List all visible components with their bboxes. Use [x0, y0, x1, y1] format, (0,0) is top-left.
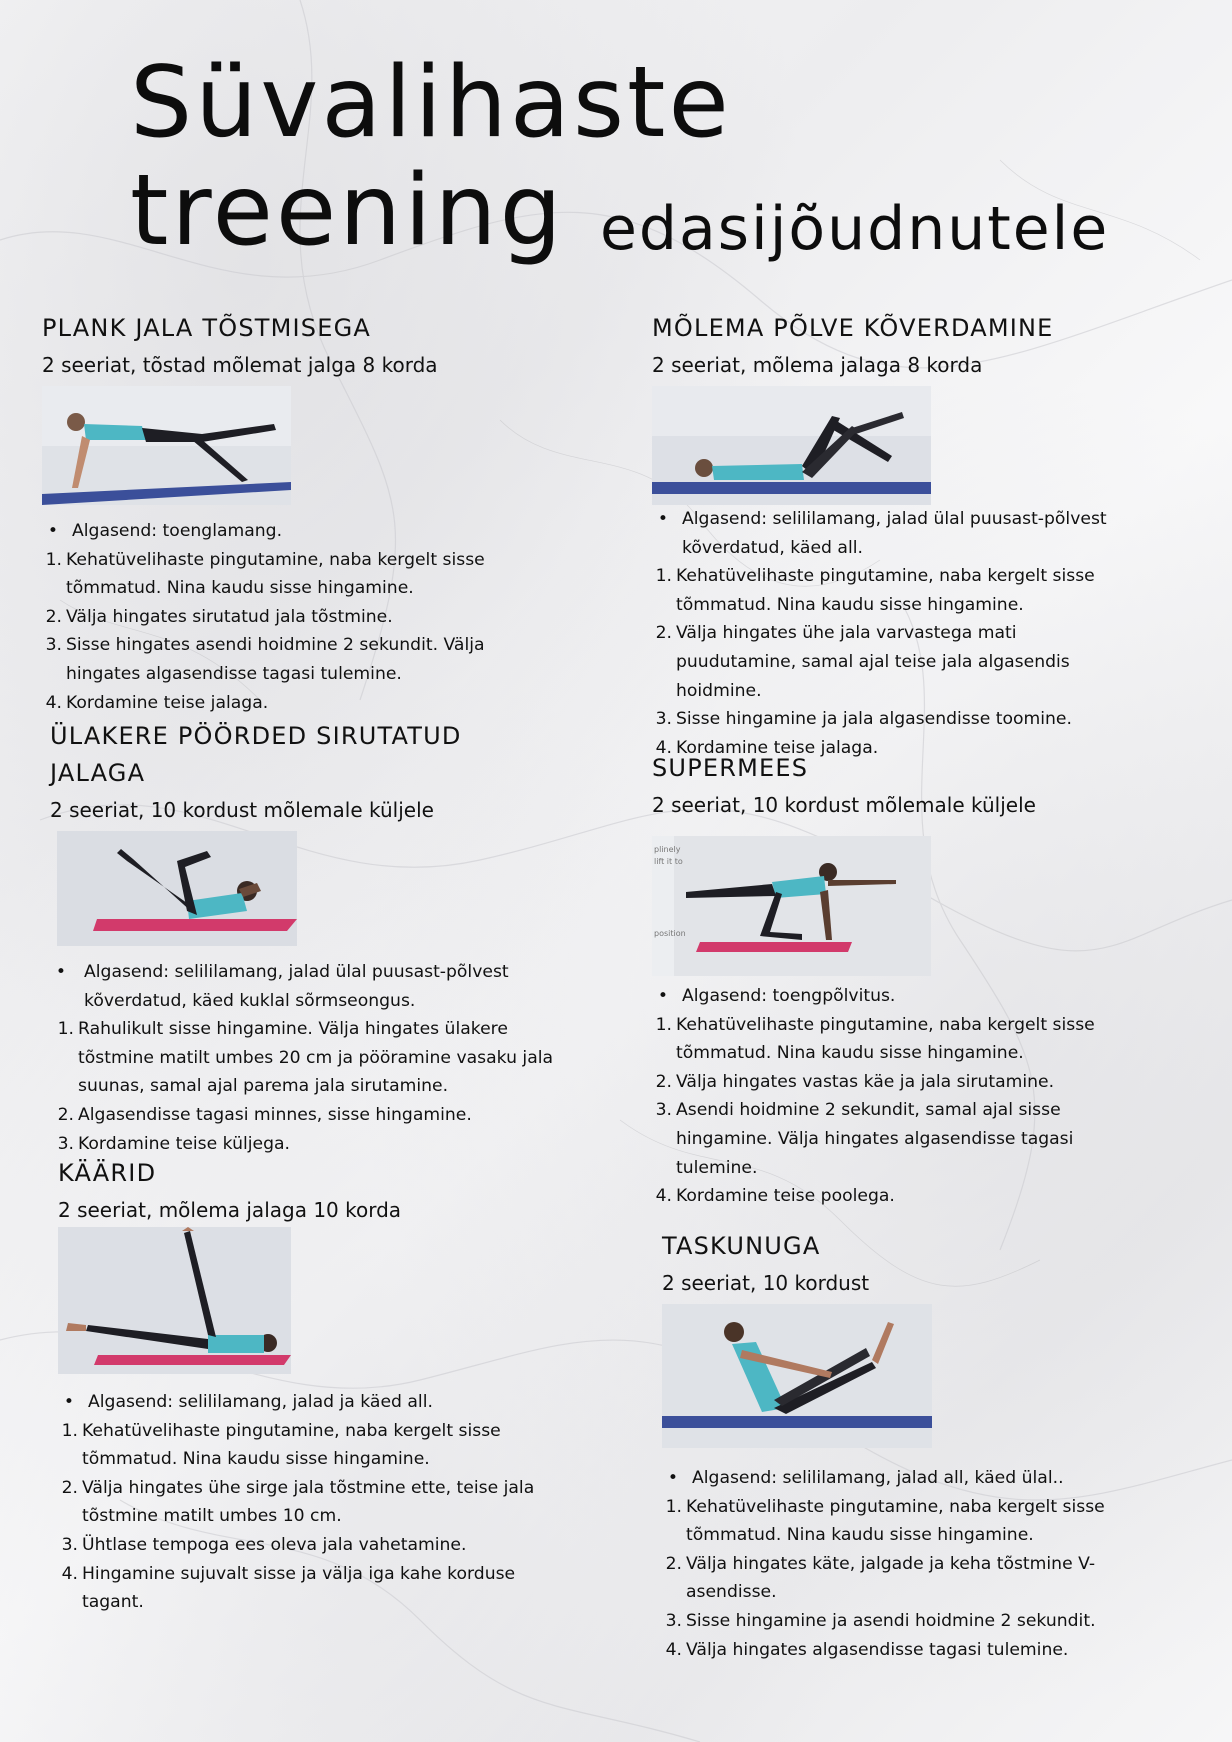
step-text: Kordamine teise jalaga. [66, 692, 269, 713]
person-jackknife-image [662, 1304, 932, 1448]
bullet-marker: • [47, 521, 59, 541]
exercise-instructions [662, 1464, 1142, 1664]
step-number: 1. [61, 1420, 78, 1441]
step-text: Välja hingates sirutatud jala tõstmine. [66, 606, 393, 627]
step-number: 2. [655, 1071, 672, 1092]
step-number: 4. [655, 737, 672, 758]
step-text: Sisse hingamine ja asendi hoidmine 2 sekundit. [686, 1610, 1096, 1631]
bullet-marker: • [667, 1468, 679, 1488]
step-number: 2. [61, 1477, 78, 1498]
step-text: Sisse hingates asendi hoidmine 2 sekundit. Välja hingates algasendisse tagasi tulemine. [66, 635, 485, 684]
exercise-photo [57, 831, 297, 946]
step-number: 3. [665, 1610, 682, 1631]
page-subtitle: edasijõudnutele [600, 194, 1110, 264]
step-text: Välja hingates ühe jala varvastega mati puudutamine, samal ajal teise jala algasendis hoidmine. [676, 623, 1070, 701]
step-text: Kehatüvelihaste pingutamine, naba kergelt sisse tõmmatud. Nina kaudu sisse hingamine. [686, 1496, 1105, 1546]
step-number: 1. [57, 1019, 74, 1040]
step-number: 3. [61, 1534, 78, 1555]
step-number: 4. [665, 1639, 682, 1660]
person-knee-bend-image [652, 386, 931, 505]
exercise-photo [652, 386, 931, 505]
step-text: Ühtlase tempoga ees oleva jala vahetamine. [82, 1534, 467, 1555]
step-text: Kehatüvelihaste pingutamine, naba kergelt sisse tõmmatud. Nina kaudu sisse hingamine. [82, 1420, 501, 1470]
image-caption: lift it to [654, 857, 683, 866]
step-text: Kehatüvelihaste pingutamine, naba kergelt sisse tõmmatud. Nina kaudu sisse hingamine. [676, 1014, 1095, 1064]
step-number: 1. [665, 1496, 682, 1517]
step-number: 4. [45, 692, 62, 713]
step-text: Välja hingates ühe sirge jala tõstmine ette, teise jala tõstmine matilt umbes 10 cm. [82, 1477, 535, 1527]
start-position: Algasend: toenglamang. [72, 521, 283, 541]
exercise-title: PLANK JALA TÕSTMISEGA [42, 314, 372, 342]
step-text: Hingamine sujuvalt sisse ja välja iga kahe korduse tagant. [82, 1563, 516, 1613]
exercise-knee-bend [652, 310, 1137, 762]
step-text: Kehatüvelihaste pingutamine, naba kergelt sisse tõmmatud. Nina kaudu sisse hingamine. [66, 549, 485, 599]
step-number: 4. [655, 1186, 672, 1207]
step-text: Kordamine teise poolega. [676, 1186, 895, 1207]
exercise-title: TASKUNUGA [662, 1232, 821, 1260]
exercise-photo [662, 1304, 932, 1448]
bullet-marker: • [657, 509, 669, 529]
person-plank-leg-lift-image [42, 386, 291, 505]
exercise-scissors [58, 1155, 578, 1617]
start-position: Algasend: selililamang, jalad ja käed all. [88, 1392, 433, 1412]
step-text: Välja hingates käte, jalgade ja keha tõstmine V-asendisse. [686, 1553, 1096, 1603]
step-text: Rahulikult sisse hingamine. Välja hingates ülakere tõstmine matilt umbes 20 cm ja pööramine vasaku jala suunas, samal ajal parema jala sirutamine. [78, 1019, 554, 1097]
exercise-instructions [58, 1388, 558, 1617]
step-number: 3. [655, 1100, 672, 1121]
page-title: Süvalihaste treening [130, 46, 732, 268]
image-caption: plinely [654, 845, 681, 854]
step-number: 3. [45, 635, 62, 656]
step-number: 1. [655, 1014, 672, 1035]
exercise-instructions [652, 982, 1137, 1211]
person-crunch-twist-image [57, 831, 297, 946]
step-number: 2. [57, 1104, 74, 1125]
exercise-sets: 2 seeriat, 10 kordust mõlemale küljele [50, 798, 434, 822]
step-text: Välja hingates algasendisse tagasi tulemine. [686, 1639, 1069, 1660]
exercise-sets: 2 seeriat, 10 kordust mõlemale küljele [652, 793, 1036, 817]
bullet-marker: • [657, 986, 669, 1006]
person-scissors-image [58, 1227, 291, 1374]
start-position: Algasend: selililamang, jalad ülal puusast-põlvest kõverdatud, käed kuklal sõrmseongus. [84, 962, 509, 1011]
step-text: Kordamine teise küljega. [78, 1133, 291, 1154]
exercise-crunch-twist [50, 718, 570, 1158]
start-position: Algasend: selililamang, jalad ülal puusast-põlvest kõverdatud, käed all. [682, 509, 1107, 558]
start-position: Algasend: selililamang, jalad all, käed ülal.. [692, 1468, 1064, 1488]
step-text: Algasendisse tagasi minnes, sisse hingamine. [78, 1104, 472, 1125]
step-text: Sisse hingamine ja jala algasendisse toomine. [676, 709, 1072, 730]
start-position: Algasend: toengpõlvitus. [682, 986, 896, 1006]
step-number: 2. [665, 1553, 682, 1574]
exercise-instructions [652, 505, 1137, 762]
exercise-instructions [42, 517, 562, 717]
step-number: 1. [45, 549, 62, 570]
bullet-marker: • [55, 962, 67, 982]
exercise-plank-leg-lift [42, 310, 562, 717]
step-number: 2. [655, 623, 672, 644]
bullet-marker: • [63, 1392, 75, 1412]
exercise-title: MÕLEMA PÕLVE KÕVERDAMINE [652, 314, 1054, 342]
exercise-instructions [50, 958, 570, 1158]
exercise-superman [652, 750, 1137, 1211]
step-number: 2. [45, 606, 62, 627]
exercise-title: SUPERMEES [652, 754, 809, 782]
exercise-title: KÄÄRID [58, 1159, 157, 1187]
exercise-sets: 2 seeriat, mõlema jalaga 8 korda [652, 353, 983, 377]
step-number: 4. [61, 1563, 78, 1584]
exercise-photo [652, 836, 931, 976]
step-text: Välja hingates vastas käe ja jala sirutamine. [676, 1071, 1055, 1092]
exercise-sets: 2 seeriat, tõstad mõlemat jalga 8 korda [42, 353, 438, 377]
step-number: 3. [655, 709, 672, 730]
step-text: Kehatüvelihaste pingutamine, naba kergelt sisse tõmmatud. Nina kaudu sisse hingamine. [676, 566, 1095, 615]
exercise-title: ÜLAKERE PÖÖRDED SIRUTATUD JALAGA [50, 722, 462, 787]
step-text: Kordamine teise jalaga. [676, 737, 879, 758]
exercise-photo [58, 1227, 291, 1374]
step-text: Asendi hoidmine 2 sekundit, samal ajal sisse hingamine. Välja hingates algasendisse tagasi tulemine. [676, 1100, 1074, 1178]
image-caption: position [654, 929, 686, 938]
step-number: 3. [57, 1133, 74, 1154]
exercise-photo [42, 386, 291, 505]
exercise-sets: 2 seeriat, mõlema jalaga 10 korda [58, 1198, 402, 1222]
step-number: 1. [655, 566, 672, 587]
exercise-sets: 2 seeriat, 10 kordust [662, 1271, 870, 1295]
person-superman-image [652, 836, 931, 976]
exercise-jackknife [662, 1228, 1142, 1664]
